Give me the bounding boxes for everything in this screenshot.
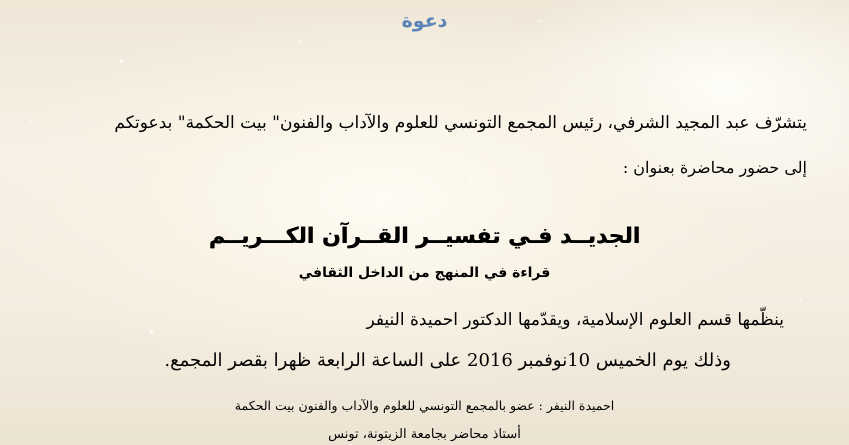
date-line: وذلك يوم الخميس 10نوفمبر 2016 على الساعة الرابعة ظهرا بقصر المجمع. <box>164 350 731 371</box>
sparkle-decoration <box>120 60 123 63</box>
sparkle-decoration <box>80 210 82 212</box>
honor-line: يتشرّف عبد المجيد الشرفي، رئيس المجمع التونسي للعلوم والآداب والفنون" بيت الحكمة" بدعوتكم <box>114 113 807 133</box>
speaker-bio-line-1: احميدة النيفر : عضو بالمجمع التونسي للعلوم والآداب والفنون بيت الحكمة <box>234 398 615 413</box>
lecture-subtitle: قراءة في المنهج من الداخل الثقافي <box>298 265 551 281</box>
invitation-title: دعوة <box>401 10 448 32</box>
attend-line: إلى حضور محاضرة بعنوان : <box>622 158 807 177</box>
speaker-bio-line-2: أستاذ محاضر بجامعة الزيتونة، تونس <box>328 427 521 442</box>
sparkle-decoration <box>150 330 153 333</box>
sparkle-decoration <box>610 190 612 192</box>
lecture-title: الجديــد فـي تفسيــر القــرآن الكـــريــم <box>208 224 641 249</box>
sparkle-decoration <box>470 180 473 183</box>
sparkle-decoration <box>800 300 802 302</box>
organizer-line: ينظّمها قسم العلوم الإسلامية، ويقدّمها الدكتور احميدة النيفر <box>366 310 784 330</box>
sparkle-decoration <box>30 120 32 122</box>
sparkle-decoration <box>720 80 723 83</box>
sparkle-decoration <box>300 40 302 42</box>
